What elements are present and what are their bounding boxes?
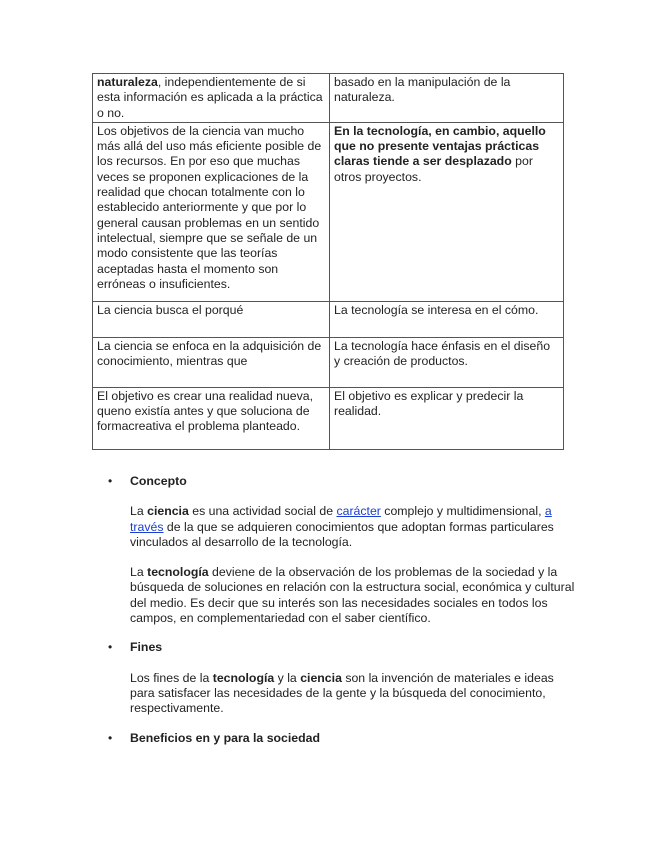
paragraph <box>130 565 578 626</box>
table-cell <box>93 301 330 337</box>
paragraph <box>130 671 578 717</box>
table-cell <box>330 387 564 449</box>
section-heading: Concepto <box>130 474 187 488</box>
bullet-icon: • <box>108 730 113 745</box>
comparison-table <box>92 73 564 450</box>
table-cell <box>330 337 564 387</box>
cell-text: El objetivo es explicar y predecir la realidad. <box>334 388 524 419</box>
paragraph <box>130 504 578 550</box>
table-cell <box>330 74 564 123</box>
text: es una actividad social de <box>188 504 337 519</box>
text: La <box>130 565 148 580</box>
cell-text: por otros proyectos. <box>334 154 533 184</box>
table-row <box>93 301 564 337</box>
text: complejo y multidimensional, <box>380 504 545 519</box>
bold-text: En la tecnología, en cambio, aquello que no presente ventajas prácticas claras tiende a ser desplazado <box>334 123 546 169</box>
cell-text: , independientemente de si esta información es aplicada a la práctica o no. <box>97 75 323 120</box>
table-row <box>93 122 564 301</box>
cell-text: La ciencia busca el porqué <box>97 302 244 317</box>
cell-text: basado en la manipulación de la naturaleza. <box>334 75 511 105</box>
bulleted-list <box>108 474 578 746</box>
list-item-concepto <box>108 474 578 626</box>
cell-text: La ciencia se enfoca en la adquisición de conocimiento, mientras que <box>97 338 322 369</box>
text: Los fines de la <box>130 670 213 685</box>
link-a-traves[interactable]: a través <box>130 504 552 534</box>
cell-text: La tecnología se interesa en el cómo. <box>334 302 539 317</box>
bold-text: ciencia <box>147 504 189 519</box>
list-item-fines <box>108 640 578 716</box>
cell-text: El objetivo es crear una realidad nueva, queno existía antes y que soluciona de formacreativa el problema planteado. <box>97 388 314 434</box>
text: de la que se adquieren conocimientos que adoptan formas particulares vinculados al desarrollo de la tecnología. <box>130 519 554 549</box>
table-cell <box>93 122 330 301</box>
bold-text: naturaleza <box>97 75 158 89</box>
section-heading: Beneficios en y para la sociedad <box>130 730 320 745</box>
table-cell <box>330 301 564 337</box>
bold-text: tecnología <box>212 670 275 685</box>
bullet-icon: • <box>108 640 113 655</box>
table-cell <box>93 337 330 387</box>
cell-text: La tecnología hace énfasis en el diseño y creación de productos. <box>334 338 551 369</box>
text: deviene de la observación de los problemas de la sociedad y la búsqueda de soluciones en relación con la estructura social, económica y cultural del medio. Es decir que su interés son las necesidades sociales en todos los campos, en complementariedad con el saber científico. <box>130 565 575 626</box>
bold-text: tecnología <box>147 565 209 580</box>
bold-text: ciencia <box>300 670 342 685</box>
table-cell <box>93 387 330 449</box>
text: y la <box>274 670 301 685</box>
table-row <box>93 337 564 387</box>
table-cell <box>330 122 564 301</box>
section-heading: Fines <box>130 640 163 655</box>
table-row <box>93 387 564 449</box>
list-item-beneficios <box>108 731 578 746</box>
bullet-icon: • <box>108 474 113 488</box>
link-caracter[interactable]: carácter <box>336 504 381 519</box>
text: La <box>130 504 148 519</box>
table-cell <box>93 74 330 123</box>
cell-text: Los objetivos de la ciencia van mucho más allá del uso más eficiente posible de los recursos. En por eso que muchas veces se proponen explicaciones de la realidad que chocan totalmente con lo establecido anteriormente y que por lo general causan problemas en un sentido intelectual, siempre que se señale de un modo consistente que las teorías aceptadas hasta el momento son erróneas o insuficientes. <box>97 123 322 291</box>
table-row <box>93 74 564 123</box>
text: son la invención de materiales e ideas para satisfacer las necesidades de la gente y la búsqueda del conocimiento, respectivamente. <box>130 670 554 716</box>
